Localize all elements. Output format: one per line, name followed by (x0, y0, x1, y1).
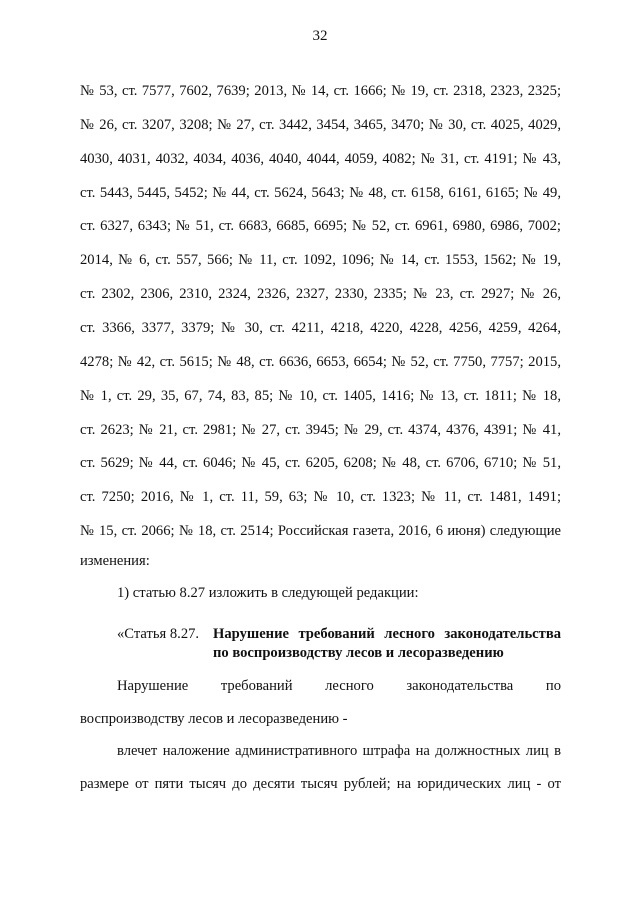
body-line: Нарушение требований лесного законодательства по (117, 678, 561, 694)
paragraph-line: № 1, ст. 29, 35, 67, 74, 83, 85; № 10, ст. 1405, 1416; № 13, ст. 1811; № 18, (80, 388, 561, 404)
body-line: воспроизводству лесов и лесоразведению - (80, 711, 348, 727)
paragraph-line: № 26, ст. 3207, 3208; № 27, ст. 3442, 3454, 3465, 3470; № 30, ст. 4025, 4029, (80, 117, 561, 133)
paragraph-line: № 15, ст. 2066; № 18, ст. 2514; Российская газета, 2016, 6 июня) следующие (80, 523, 561, 539)
article-title-line: Нарушение требований лесного законодательства (213, 626, 561, 642)
paragraph-line: ст. 5629; № 44, ст. 6046; № 45, ст. 6205, 6208; № 48, ст. 6706, 6710; № 51, (80, 455, 561, 471)
paragraph-line: 2014, № 6, ст. 557, 566; № 11, ст. 1092, 1096; № 14, ст. 1553, 1562; № 19, (80, 252, 561, 268)
body-line: влечет наложение административного штрафа на должностных лиц в (117, 743, 561, 759)
paragraph-line: ст. 5443, 5445, 5452; № 44, ст. 5624, 5643; № 48, ст. 6158, 6161, 6165; № 49, (80, 185, 561, 201)
body-line: размере от пяти тысяч до десяти тысяч рублей; на юридических лиц - от (80, 776, 561, 792)
paragraph-line: 4030, 4031, 4032, 4034, 4036, 4040, 4044, 4059, 4082; № 31, ст. 4191; № 43, (80, 151, 561, 167)
paragraph-line: ст. 7250; 2016, № 1, ст. 11, 59, 63; № 10, ст. 1323; № 11, ст. 1481, 1491; (80, 489, 561, 505)
amendment-item-1: 1) статью 8.27 изложить в следующей редакции: (117, 585, 419, 601)
paragraph-line: № 53, ст. 7577, 7602, 7639; 2013, № 14, ст. 1666; № 19, ст. 2318, 2323, 2325; (80, 83, 561, 99)
paragraph-line: ст. 2302, 2306, 2310, 2324, 2326, 2327, 2330, 2335; № 23, ст. 2927; № 26, (80, 286, 561, 302)
article-number: «Статья 8.27. (117, 626, 200, 642)
page-number: 32 (312, 28, 328, 44)
paragraph-line: изменения: (80, 553, 150, 569)
paragraph-line: ст. 6327, 6343; № 51, ст. 6683, 6685, 6695; № 52, ст. 6961, 6980, 6986, 7002; (80, 218, 561, 234)
article-title-line: по воспроизводству лесов и лесоразведению (213, 645, 504, 661)
paragraph-line: ст. 2623; № 21, ст. 2981; № 27, ст. 3945; № 29, ст. 4374, 4376, 4391; № 41, (80, 422, 561, 438)
paragraph-line: ст. 3366, 3377, 3379; № 30, ст. 4211, 4218, 4220, 4228, 4256, 4259, 4264, (80, 320, 561, 336)
paragraph-line: 4278; № 42, ст. 5615; № 48, ст. 6636, 6653, 6654; № 52, ст. 7750, 7757; 2015, (80, 354, 561, 370)
